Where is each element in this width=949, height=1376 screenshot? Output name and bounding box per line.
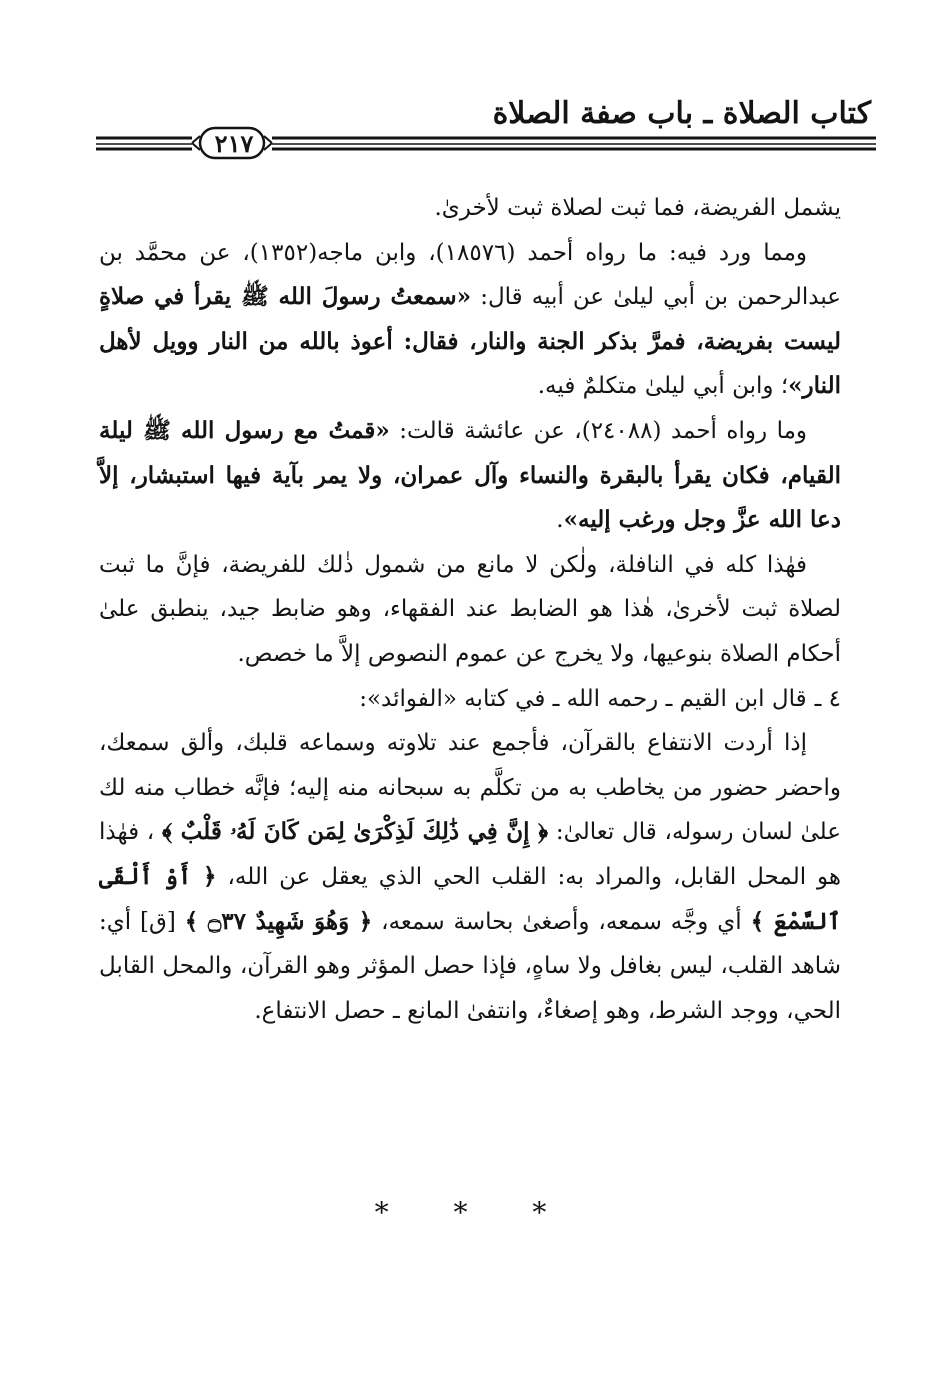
section-separator: * * * — [374, 1196, 575, 1229]
paragraph-text: . — [556, 507, 564, 534]
list-item-number: ٤ ـ — [814, 685, 841, 712]
paragraph-text: يشمل الفريضة، فما ثبت لصلاة ثبت لأخرىٰ. — [434, 195, 841, 221]
paragraph — [99, 721, 841, 1033]
paragraph-text: ، فهٰذا هو المحل القابل، والمراد به: القلب الحي الذي يعقل عن الله، — [99, 819, 842, 890]
paragraph-text: فهٰذا كله في النافلة، ولٰكن لا مانع من شمول ذٰلك للفريضة، فإنَّ ما ثبت لصلاة ثبت لأخرىٰ، هٰذا هو الضابط عند الفقهاء، وهو ضابط جيد، ينطبق علىٰ أحكام الصلاة بنوعيها، ولا يخرج عن عموم النصوص إلاَّ ما خصص. — [99, 551, 841, 667]
hadith-quote: «سمعتُ رسولَ الله ﷺ يقرأ في صلاةٍ ليست بفريضة، فمرَّ بذكر الجنة والنار، فقال: أعوذ بالله من النار وويل لأهل النار» — [99, 283, 841, 400]
paragraph-text: [ق] أي: شاهد القلب، ليس بغافل ولا ساهٍ، فإذا حصل المؤثر وهو القرآن، والمحل القابل الحي، ووجد الشرط، وهو إصغاءٌ، وانتفىٰ المانع ـ حصل الانتفاع. — [99, 908, 841, 1024]
paragraph-text: ومما ورد فيه: ما رواه أحمد (١٨٥٧٦)، وابن ماجه(١٣٥٢)، عن محمَّد بن عبدالرحمن بن أبي ليلىٰ عن أبيه قال: — [99, 239, 842, 311]
paragraph-text: إذا أردت الانتفاع بالقرآن، فأجمع عند تلاوته وسماعه قلبك، وألق سمعك، واحضر حضور من يخاطب به من تكلَّم به سبحانه منه إليه؛ فإنَّه خطاب منه لك علىٰ لسان رسوله، قال تعالىٰ: — [99, 730, 841, 846]
running-header-title: كتاب الصلاة ـ باب صفة الصلاة — [492, 96, 871, 131]
quran-verse: ﴿ وَهُوَ شَهِيدٌ ۝٣٧ ﴾ — [184, 907, 373, 935]
quran-verse: ﴿ أَوْ أَلْقَى ٱلسَّمْعَ ﴾ — [99, 862, 842, 935]
paragraph — [99, 409, 841, 543]
hadith-quote: «قمتُ مع رسول الله ﷺ ليلة القيام، فكان يقرأ بالبقرة والنساء وآل عمران، ولا يمر بآية فيها استبشار، إلاَّ دعا الله عزَّ وجل ورغب إليه» — [99, 416, 841, 534]
list-item — [99, 677, 841, 722]
quran-verse: ﴿ إِنَّ فِي ذَٰلِكَ لَذِكْرَىٰ لِمَن كَانَ لَهُۥ قَلْبٌ ﴾ — [161, 818, 549, 846]
list-item-heading: قال ابن القيم ـ رحمه الله ـ في كتابه «الفوائد»: — [359, 685, 807, 712]
paragraph-text: ؛ وابن أبي ليلىٰ متكلمٌ فيه. — [537, 373, 789, 400]
paragraph-text: وما رواه أحمد (٢٤٠٨٨)، عن عائشة قالت: — [399, 417, 808, 444]
body-text — [99, 186, 841, 1033]
paragraph — [99, 543, 841, 677]
paragraph-text: أي وجَّه سمعه، وأصغىٰ بحاسة سمعه، — [381, 908, 742, 935]
paragraph — [99, 231, 841, 409]
paragraph — [99, 186, 841, 231]
page-number: ٢١٧ — [214, 128, 254, 158]
